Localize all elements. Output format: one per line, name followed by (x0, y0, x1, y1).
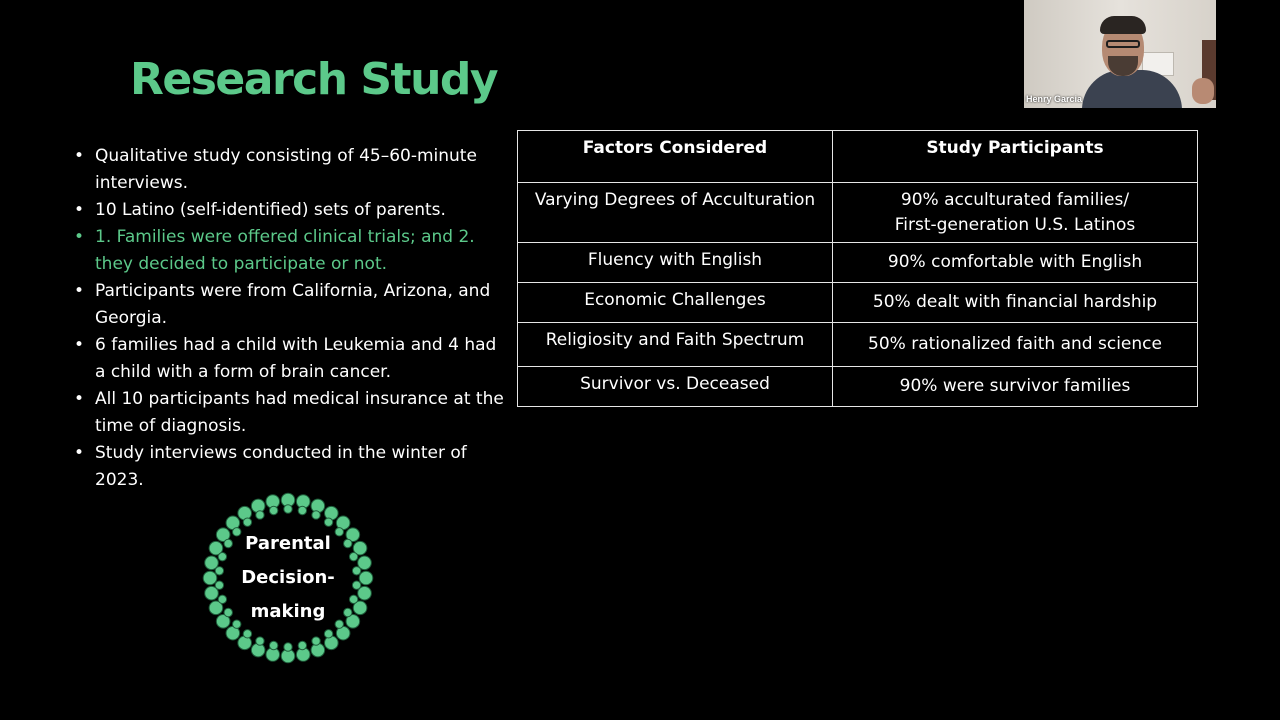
table-header-row (518, 131, 1198, 183)
bullet-item: • 6 families had a child with Leukemia and 4 had a child with a form of brain cancer. (74, 332, 504, 386)
table-cell-factor: Fluency with English (518, 243, 833, 283)
video-person-hand (1192, 78, 1214, 104)
decision-making-badge (201, 491, 375, 665)
bullet-item: • 10 Latino (self-identified) sets of parents. (74, 197, 504, 224)
bullet-item: • All 10 participants had medical insurance at the time of diagnosis. (74, 386, 504, 440)
factors-table (517, 130, 1198, 407)
bullet-list (74, 143, 504, 494)
table-row (518, 283, 1198, 323)
table-cell-factor: Survivor vs. Deceased (518, 367, 833, 407)
table-row (518, 323, 1198, 367)
badge-label: Parental Decision- making (241, 533, 335, 622)
table-cell-participants: 50% dealt with financial hardship (833, 283, 1198, 323)
video-person-hair (1100, 16, 1146, 34)
slide-title: Research Study (130, 54, 498, 105)
table-cell-participants: 90% comfortable with English (833, 243, 1198, 283)
table-row (518, 367, 1198, 407)
bullet-item: • Study interviews conducted in the winter of 2023. (74, 440, 504, 494)
table-row (518, 183, 1198, 243)
video-person-glasses (1106, 40, 1140, 48)
table-header-participants: Study Participants (833, 131, 1198, 183)
bullet-item: • Participants were from California, Arizona, and Georgia. (74, 278, 504, 332)
participant-video-tile[interactable] (1024, 0, 1216, 108)
table-cell-participants: 90% were survivor families (833, 367, 1198, 407)
participant-name-label: Henry Garcia (1026, 94, 1083, 104)
bullet-item-highlight: • 1. Families were offered clinical trials; and 2. they decided to participate or not. (74, 224, 504, 278)
table-header-factors: Factors Considered (518, 131, 833, 183)
table-cell-factor: Religiosity and Faith Spectrum (518, 323, 833, 367)
table-cell-participants: 50% rationalized faith and science (833, 323, 1198, 367)
table-cell-participants: 90% acculturated families/ First-generation U.S. Latinos (833, 183, 1198, 243)
table-cell-factor: Varying Degrees of Acculturation (518, 183, 833, 243)
table-row (518, 243, 1198, 283)
bullet-item: • Qualitative study consisting of 45–60-minute interviews. (74, 143, 504, 197)
table-cell-factor: Economic Challenges (518, 283, 833, 323)
